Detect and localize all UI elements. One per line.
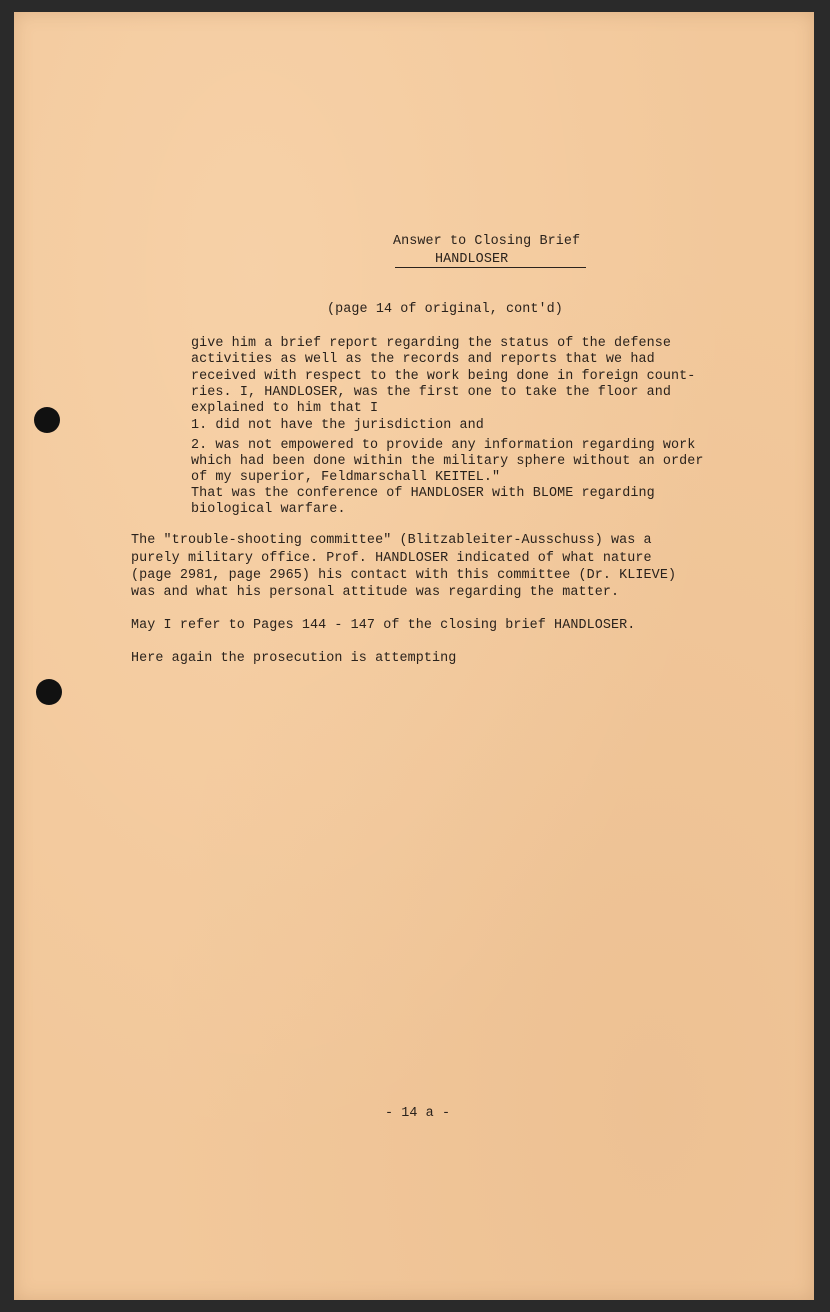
quote-line: ries. I, HANDLOSER, was the first one to take the floor and: [191, 385, 672, 400]
quote-line: 1. did not have the jurisdiction and: [191, 418, 484, 433]
page-reference: (page 14 of original, cont'd): [327, 302, 563, 317]
paragraph-line: (page 2981, page 2965) his contact with this committee (Dr. KLIEVE): [131, 568, 677, 583]
document-title: Answer to Closing Brief: [393, 234, 581, 249]
quote-line: biological warfare.: [191, 502, 346, 517]
quote-line: 2. was not empowered to provide any information regarding work: [191, 438, 696, 453]
quote-line: give him a brief report regarding the status of the defense: [191, 336, 672, 351]
quote-line: received with respect to the work being done in foreign count-: [191, 369, 696, 384]
paragraph-line: The "trouble-shooting committee" (Blitzableiter-Ausschuss) was a: [131, 533, 652, 548]
quote-line: That was the conference of HANDLOSER with BLOME regarding: [191, 486, 655, 501]
punch-hole-top: [34, 407, 60, 433]
punch-hole-bottom: [36, 679, 62, 705]
refer-paragraph: May I refer to Pages 144 - 147 of the closing brief HANDLOSER.: [131, 618, 636, 633]
quote-line: explained to him that I: [191, 401, 379, 416]
quote-line: which had been done within the military sphere without an order: [191, 454, 704, 469]
quote-line: activities as well as the records and reports that we had: [191, 352, 655, 367]
quote-line: of my superior, Feldmarschall KEITEL.": [191, 470, 501, 485]
final-paragraph: Here again the prosecution is attempting: [131, 651, 457, 666]
document-subtitle: HANDLOSER: [435, 252, 509, 267]
paragraph-line: was and what his personal attitude was regarding the matter.: [131, 585, 620, 600]
paragraph-line: purely military office. Prof. HANDLOSER indicated of what nature: [131, 551, 652, 566]
document-page: [14, 12, 814, 1300]
subtitle-underline: [395, 267, 586, 268]
page-number: - 14 a -: [385, 1106, 451, 1121]
